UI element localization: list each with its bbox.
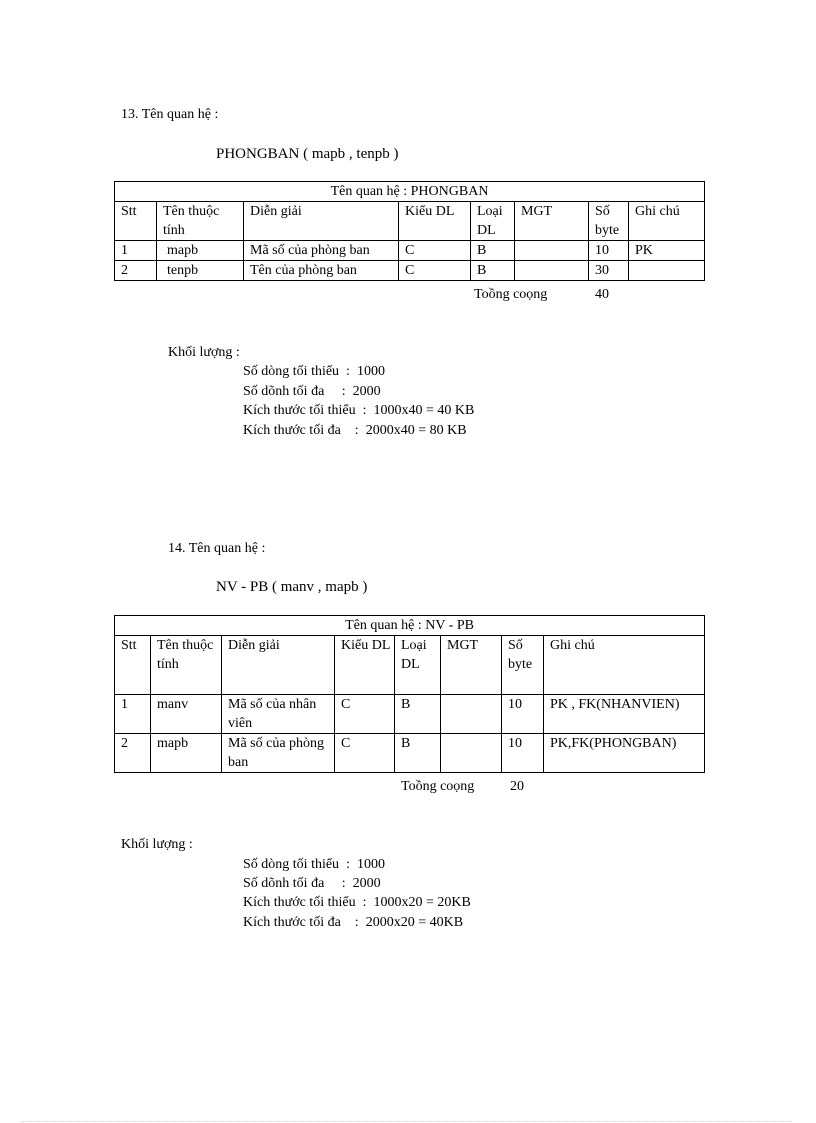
volume-line: Số dõnh tối đa : 2000 — [243, 876, 381, 891]
table-header-row — [115, 636, 705, 695]
table-cell: B — [471, 241, 515, 261]
table-cell: 30 — [589, 261, 629, 281]
header-cell: Ghi chú — [629, 202, 705, 241]
header-cell: Ghi chú — [544, 636, 705, 695]
table-cell: Mã số của phòng ban — [244, 241, 399, 261]
volume-line: Kích thước tối đa : 2000x40 = 80 KB — [243, 423, 467, 438]
nv-pb-relation-table — [114, 615, 705, 773]
table-cell: 1 — [115, 695, 151, 734]
header-cell: Tên thuộc tính — [151, 636, 222, 695]
header-cell: Stt — [115, 202, 157, 241]
table-cell — [629, 261, 705, 281]
table-title: Tên quan hệ : NV - PB — [115, 616, 705, 636]
table-cell: tenpb — [157, 261, 244, 281]
table-cell: 1 — [115, 241, 157, 261]
table-cell: PK , FK(NHANVIEN) — [544, 695, 705, 734]
table-cell: 2 — [115, 734, 151, 773]
section-13-schema: PHONGBAN ( mapb , tenpb ) — [216, 146, 399, 162]
table-cell: Tên của phòng ban — [244, 261, 399, 281]
table-row — [115, 241, 705, 261]
section-14-heading: 14. Tên quan hệ : — [168, 541, 266, 556]
volume-line: Kích thước tối thiểu : 1000x40 = 40 KB — [243, 403, 475, 418]
table-cell: manv — [151, 695, 222, 734]
header-cell: Kiểu DL — [335, 636, 395, 695]
header-cell: Loại DL — [395, 636, 441, 695]
table-row — [115, 734, 705, 773]
table-cell — [441, 734, 502, 773]
table-cell: 10 — [589, 241, 629, 261]
header-cell: MGT — [515, 202, 589, 241]
volume-label: Khối lượng : — [168, 345, 240, 360]
table-cell: Mã số của phòng ban — [222, 734, 335, 773]
table-cell: C — [335, 734, 395, 773]
volume-label: Khối lượng : — [121, 837, 193, 852]
header-cell: Tên thuộc tính — [157, 202, 244, 241]
table-cell: Mã số của nhân viên — [222, 695, 335, 734]
phongban-relation-table — [114, 181, 705, 281]
table-cell: C — [335, 695, 395, 734]
table-cell: B — [395, 734, 441, 773]
total-value: 20 — [510, 779, 524, 794]
table-cell: PK — [629, 241, 705, 261]
table-cell: PK,FK(PHONGBAN) — [544, 734, 705, 773]
section-13-heading: 13. Tên quan hệ : — [121, 107, 219, 122]
volume-line: Số dòng tối thiểu : 1000 — [243, 364, 385, 379]
table-cell — [515, 241, 589, 261]
page-bottom-divider — [22, 1121, 792, 1122]
header-cell: Stt — [115, 636, 151, 695]
table-cell — [441, 695, 502, 734]
volume-line: Số dòng tối thiểu : 1000 — [243, 857, 385, 872]
volume-line: Số dõnh tối đa : 2000 — [243, 384, 381, 399]
header-cell: Diễn giải — [244, 202, 399, 241]
header-cell: MGT — [441, 636, 502, 695]
table-header-row — [115, 202, 705, 241]
header-cell: Số byte — [502, 636, 544, 695]
table-title: Tên quan hệ : PHONGBAN — [115, 182, 705, 202]
volume-line: Kích thước tối đa : 2000x20 = 40KB — [243, 915, 464, 930]
table-cell: B — [471, 261, 515, 281]
total-label: Toồng coọng — [401, 779, 475, 794]
volume-line: Kích thước tối thiểu : 1000x20 = 20KB — [243, 895, 471, 910]
table-cell — [515, 261, 589, 281]
table-cell: C — [399, 241, 471, 261]
table-row — [115, 695, 705, 734]
table-cell: 2 — [115, 261, 157, 281]
table-cell: 10 — [502, 695, 544, 734]
header-cell: Kiểu DL — [399, 202, 471, 241]
header-cell: Số byte — [589, 202, 629, 241]
table-cell: 10 — [502, 734, 544, 773]
header-cell: Diễn giải — [222, 636, 335, 695]
total-label: Toồng coọng — [474, 287, 548, 302]
total-value: 40 — [595, 287, 609, 302]
table-cell: mapb — [151, 734, 222, 773]
header-cell: Loại DL — [471, 202, 515, 241]
table-cell: C — [399, 261, 471, 281]
table-cell: mapb — [157, 241, 244, 261]
table-cell: B — [395, 695, 441, 734]
table-row — [115, 261, 705, 281]
section-14-schema: NV - PB ( manv , mapb ) — [216, 579, 368, 595]
